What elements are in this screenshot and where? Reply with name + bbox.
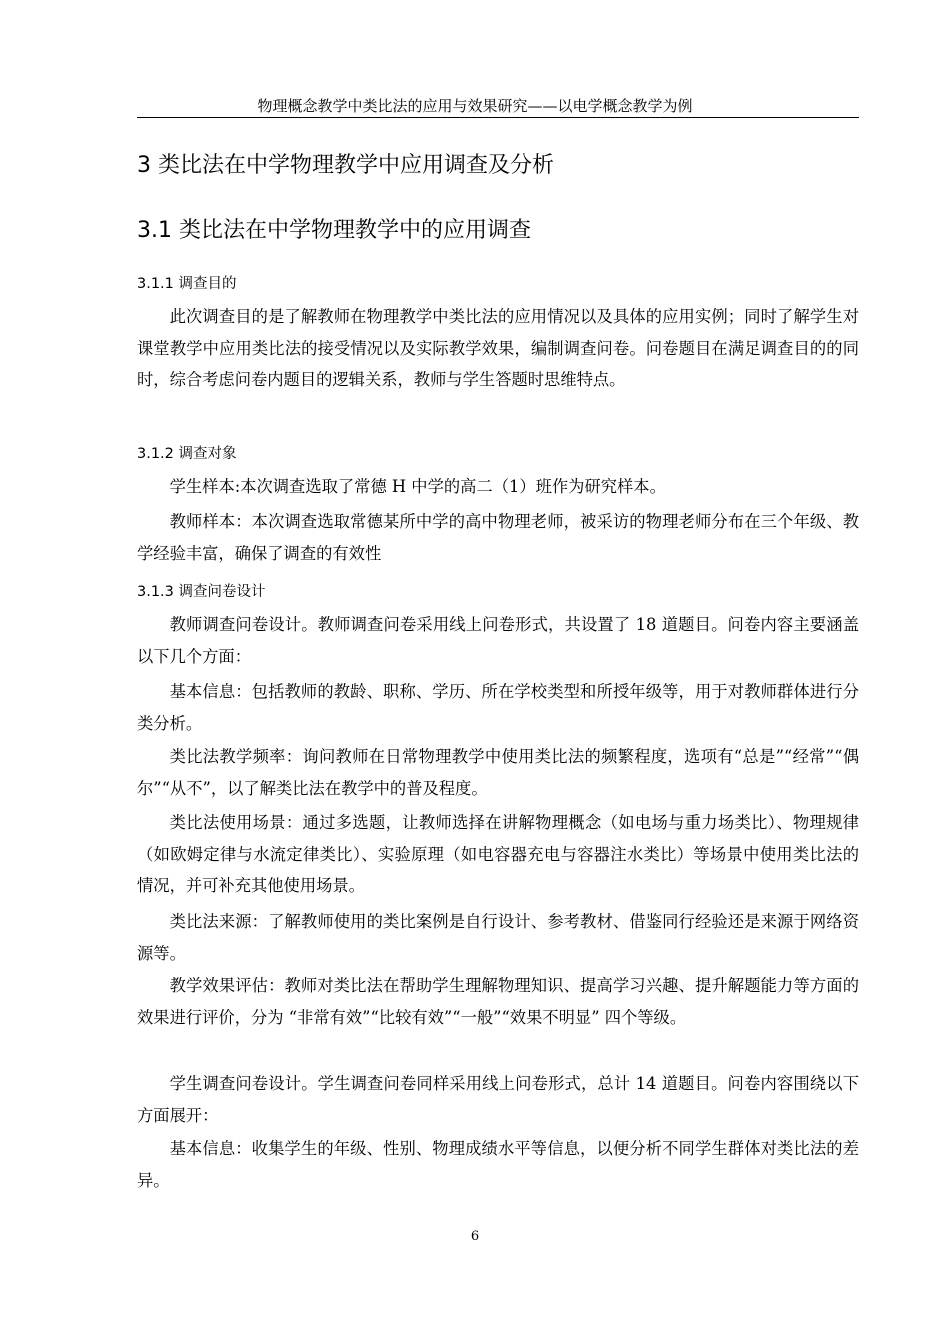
chapter-title: 3 类比法在中学物理教学中应用调查及分析 <box>137 153 554 178</box>
paragraph-teacher-sample: 教师样本：本次调查选取常德某所中学的高中物理老师，被采访的物理老师分布在三个年级、教学经验丰富，确保了调查的有效性 <box>137 512 859 563</box>
paragraph-scenarios: 类比法使用场景：通过多选题，让教师选择在讲解物理概念（如电场与重力场类比）、物理规律（如欧姆定律与水流定律类比）、实验原理（如电容器充电与容器注水类比）等场景中使用类比法的情况，并可补充其他使用场景。 <box>137 813 859 895</box>
section-title: 3.1 类比法在中学物理教学中的应用调查 <box>137 218 531 243</box>
paragraph-effect-evaluation: 教学效果评估：教师对类比法在帮助学生理解物理知识、提高学习兴趣、提升解题能力等方面的效果进行评价，分为 “非常有效”“比较有效”“一般”“效果不明显” 四个等级。 <box>137 976 859 1027</box>
paragraph-basic-info-teacher: 基本信息：包括教师的教龄、职称、学历、所在学校类型和所授年级等，用于对教师群体进行分类分析。 <box>137 682 859 733</box>
running-header: 物理概念教学中类比法的应用与效果研究——以电学概念教学为例 <box>257 97 693 115</box>
paragraph-frequency: 类比法教学频率：询问教师在日常物理教学中使用类比法的频繁程度，选项有“总是”“经常”“偶尔”“从不”，以了解类比法在教学中的普及程度。 <box>137 747 859 798</box>
paragraph-purpose: 此次调查目的是了解教师在物理教学中类比法的应用情况以及具体的应用实例；同时了解学生对课堂教学中应用类比法的接受情况以及实际教学效果，编制调查问卷。问卷题目在满足调查目的的同时，综合考虑问卷内题目的逻辑关系，教师与学生答题时思维特点。 <box>137 307 859 389</box>
paragraph-student-sample: 学生样本:本次调查选取了常德 H 中学的高二（1）班作为研究样本。 <box>169 477 666 496</box>
subsection-title-questionnaire: 3.1.3 调查问卷设计 <box>137 584 266 600</box>
paragraph-sources: 类比法来源：了解教师使用的类比案例是自行设计、参考教材、借鉴同行经验还是来源于网络资源等。 <box>137 912 859 963</box>
paragraph-basic-info-student: 基本信息：收集学生的年级、性别、物理成绩水平等信息，以便分析不同学生群体对类比法的差异。 <box>137 1139 859 1190</box>
subsection-title-purpose: 3.1.1 调查目的 <box>137 276 237 292</box>
subsection-title-subjects: 3.1.2 调查对象 <box>137 446 237 462</box>
paragraph-teacher-questionnaire: 教师调查问卷设计。教师调查问卷采用线上问卷形式，共设置了 18 道题目。问卷内容主要涵盖以下几个方面： <box>137 615 859 666</box>
paragraph-student-questionnaire: 学生调查问卷设计。学生调查问卷同样采用线上问卷形式，总计 14 道题目。问卷内容围绕以下方面展开： <box>137 1074 859 1125</box>
page-number: 6 <box>470 1229 480 1244</box>
header-divider <box>137 117 859 118</box>
